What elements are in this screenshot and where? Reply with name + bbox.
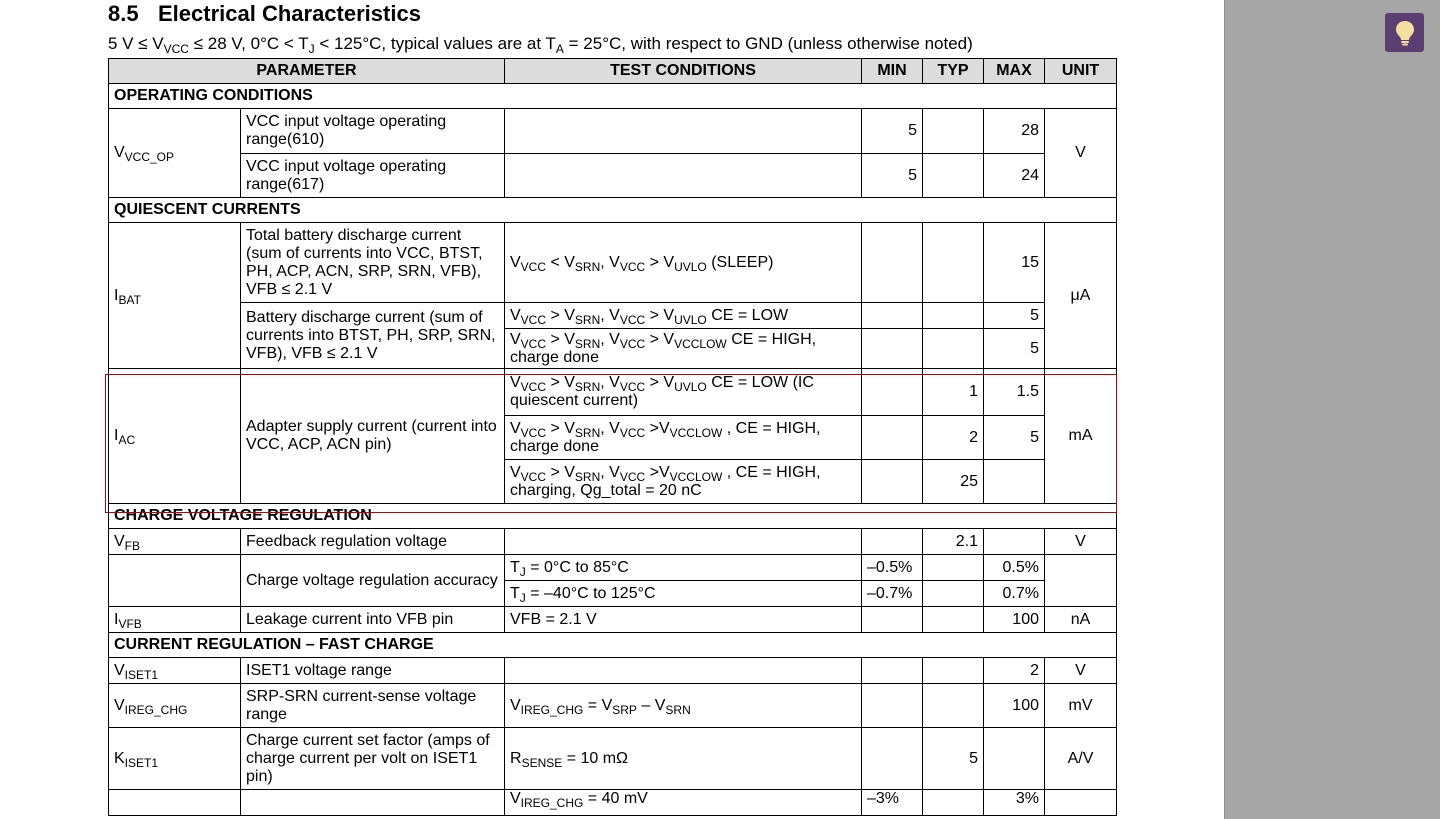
test-condition — [505, 154, 862, 198]
electrical-characteristics-table — [108, 58, 1117, 816]
param-desc: Charge voltage regulation accuracy — [241, 555, 505, 607]
table-row — [109, 555, 1117, 581]
max-value: 15 — [984, 223, 1045, 303]
param-desc: Total battery discharge current (sum of currents into VCC, BTST, PH, ACP, ACN, SRP, SRN, VFB), VFB ≤ 2.1 V — [241, 223, 505, 303]
symbol-vcc-op: $V_{VCC\_OP}$ — [109, 109, 241, 198]
unit-value: A/V — [1045, 728, 1117, 790]
max-value: 28 — [984, 109, 1045, 154]
param-desc: Feedback regulation voltage — [241, 529, 505, 555]
symbol-empty — [109, 790, 241, 816]
param-desc: Leakage current into VFB pin — [241, 607, 505, 633]
min-value — [862, 529, 923, 555]
group-quiescent-currents: QUIESCENT CURRENTS — [109, 198, 1117, 223]
max-value: 3% — [984, 790, 1045, 816]
param-desc: VCC input voltage operating range(610) — [241, 109, 505, 154]
symbol-kiset1: $K_{ISET1}$ — [109, 728, 241, 790]
typ-value: 5 — [923, 728, 984, 790]
table-row — [109, 607, 1117, 633]
max-value: 2 — [984, 658, 1045, 684]
symbol-empty — [109, 555, 241, 607]
table-row — [109, 109, 1117, 154]
table-row — [109, 728, 1117, 790]
test-condition: $V_{VCC} > V_{SRN}$, $V_{VCC} > V_{VCCLOW}$ CE = HIGH, charge done — [505, 329, 862, 369]
header-test-conditions: TEST CONDITIONS — [505, 59, 862, 84]
test-condition: $R_{SENSE} = 10$ mΩ — [505, 728, 862, 790]
max-value: 0.7% — [984, 581, 1045, 607]
test-condition: $T_J = 0^\circ C$ to 85°C — [505, 555, 862, 581]
min-value: 5 — [862, 109, 923, 154]
lightbulb-icon — [1394, 20, 1416, 46]
unit-value: mV — [1045, 684, 1117, 728]
typ-value — [923, 223, 984, 303]
min-value: 5 — [862, 154, 923, 198]
min-value: –0.5% — [862, 555, 923, 581]
unit-value — [1045, 790, 1117, 816]
param-desc: Charge current set factor (amps of charge current per volt on ISET1 pin) — [241, 728, 505, 790]
typ-value: 25 — [923, 460, 984, 504]
header-typ: TYP — [923, 59, 984, 84]
min-value — [862, 684, 923, 728]
section-title: Electrical Characteristics — [158, 1, 421, 26]
unit-value: V — [1045, 658, 1117, 684]
typ-value — [923, 658, 984, 684]
header-min: MIN — [862, 59, 923, 84]
symbol-ivfb: $I_{VFB}$ — [109, 607, 241, 633]
param-desc — [241, 790, 505, 816]
table-row — [109, 529, 1117, 555]
typ-value — [923, 154, 984, 198]
test-condition: $V_{VCC} > V_{SRN}$, $V_{VCC} >V_{VCCLOW}$ , CE = HIGH, charge done — [505, 416, 862, 460]
unit-value: V — [1045, 109, 1117, 198]
unit-value — [1045, 555, 1117, 607]
test-condition: $V_{VCC} > V_{SRN}$, $V_{VCC} >V_{VCCLOW}$ , CE = HIGH, charging, Qg_total = 20 nC — [505, 460, 862, 504]
test-condition: $V_{IREG\_CHG} = V_{SRP} - V_{SRN}$ — [505, 684, 862, 728]
min-value: –0.7% — [862, 581, 923, 607]
section-heading — [108, 1, 421, 27]
max-value — [984, 460, 1045, 504]
lightbulb-button[interactable] — [1385, 13, 1424, 52]
min-value — [862, 607, 923, 633]
typ-value — [923, 684, 984, 728]
min-value — [862, 223, 923, 303]
min-value — [862, 303, 923, 329]
symbol-ibat: $I_{BAT}$ — [109, 223, 241, 369]
symbol-vireg-chg: $V_{IREG\_CHG}$ — [109, 684, 241, 728]
param-desc: Adapter supply current (current into VCC, ACP, ACN pin) — [241, 369, 505, 504]
conditions-note: 5 $V \le V_{VCC} \le 28$ V, $0^\circ C < T_J < 125^\circ C$, typical values are at $T_A = 25^\circ C$, with respect to GND (unless otherwise noted) — [108, 34, 973, 56]
min-value — [862, 416, 923, 460]
table-row — [109, 223, 1117, 303]
group-operating-conditions: OPERATING CONDITIONS — [109, 84, 1117, 109]
min-value — [862, 728, 923, 790]
min-value — [862, 329, 923, 369]
param-desc: Battery discharge current (sum of currents into BTST, PH, SRP, SRN, VFB), VFB ≤ 2.1 V — [241, 303, 505, 369]
typ-value — [923, 581, 984, 607]
side-panel — [1224, 0, 1440, 819]
max-value — [984, 728, 1045, 790]
max-value: 5 — [984, 416, 1045, 460]
test-condition: VFB = 2.1 V — [505, 607, 862, 633]
group-current-regulation-fast-charge: CURRENT REGULATION – FAST CHARGE — [109, 633, 1117, 658]
typ-value — [923, 109, 984, 154]
typ-value: 2.1 — [923, 529, 984, 555]
max-value: 100 — [984, 684, 1045, 728]
max-value — [984, 529, 1045, 555]
test-condition: $V_{VCC} > V_{SRN}$, $V_{VCC} > V_{UVLO}$ CE = LOW (IC quiescent current) — [505, 369, 862, 416]
unit-value: μA — [1045, 223, 1117, 369]
test-condition — [505, 529, 862, 555]
section-number: 8.5 — [108, 1, 139, 26]
max-value: 5 — [984, 329, 1045, 369]
max-value: 1.5 — [984, 369, 1045, 416]
test-condition: $V_{VCC} < V_{SRN}$, $V_{VCC} > V_{UVLO}$ (SLEEP) — [505, 223, 862, 303]
max-value: 0.5% — [984, 555, 1045, 581]
table-row — [109, 303, 1117, 329]
test-condition — [505, 109, 862, 154]
unit-value: nA — [1045, 607, 1117, 633]
table-row — [109, 790, 1117, 816]
header-parameter: PARAMETER — [109, 59, 505, 84]
unit-value: mA — [1045, 369, 1117, 504]
typ-value — [923, 303, 984, 329]
test-condition: $T_J = -40^\circ C$ to 125°C — [505, 581, 862, 607]
table-row — [109, 154, 1117, 198]
typ-value: 1 — [923, 369, 984, 416]
header-row — [109, 59, 1117, 84]
symbol-iac: $I_{AC}$ — [109, 369, 241, 504]
typ-value — [923, 329, 984, 369]
group-charge-voltage-regulation: CHARGE VOLTAGE REGULATION — [109, 504, 1117, 529]
max-value: 5 — [984, 303, 1045, 329]
symbol-vfb: $V_{FB}$ — [109, 529, 241, 555]
table-row — [109, 684, 1117, 728]
header-unit: UNIT — [1045, 59, 1117, 84]
max-value: 100 — [984, 607, 1045, 633]
symbol-viset1: $V_{ISET1}$ — [109, 658, 241, 684]
unit-value: V — [1045, 529, 1117, 555]
typ-value: 2 — [923, 416, 984, 460]
table-row — [109, 658, 1117, 684]
header-max: MAX — [984, 59, 1045, 84]
test-condition: $V_{VCC} > V_{SRN}$, $V_{VCC} > V_{UVLO}$ CE = LOW — [505, 303, 862, 329]
test-condition: $V_{IREG\_CHG} = 40$ mV — [505, 790, 862, 816]
typ-value — [923, 790, 984, 816]
min-value — [862, 460, 923, 504]
min-value: –3% — [862, 790, 923, 816]
typ-value — [923, 607, 984, 633]
max-value: 24 — [984, 154, 1045, 198]
table-row — [109, 369, 1117, 416]
param-desc: ISET1 voltage range — [241, 658, 505, 684]
typ-value — [923, 555, 984, 581]
test-condition — [505, 658, 862, 684]
min-value — [862, 369, 923, 416]
min-value — [862, 658, 923, 684]
param-desc: SRP-SRN current-sense voltage range — [241, 684, 505, 728]
param-desc: VCC input voltage operating range(617) — [241, 154, 505, 198]
